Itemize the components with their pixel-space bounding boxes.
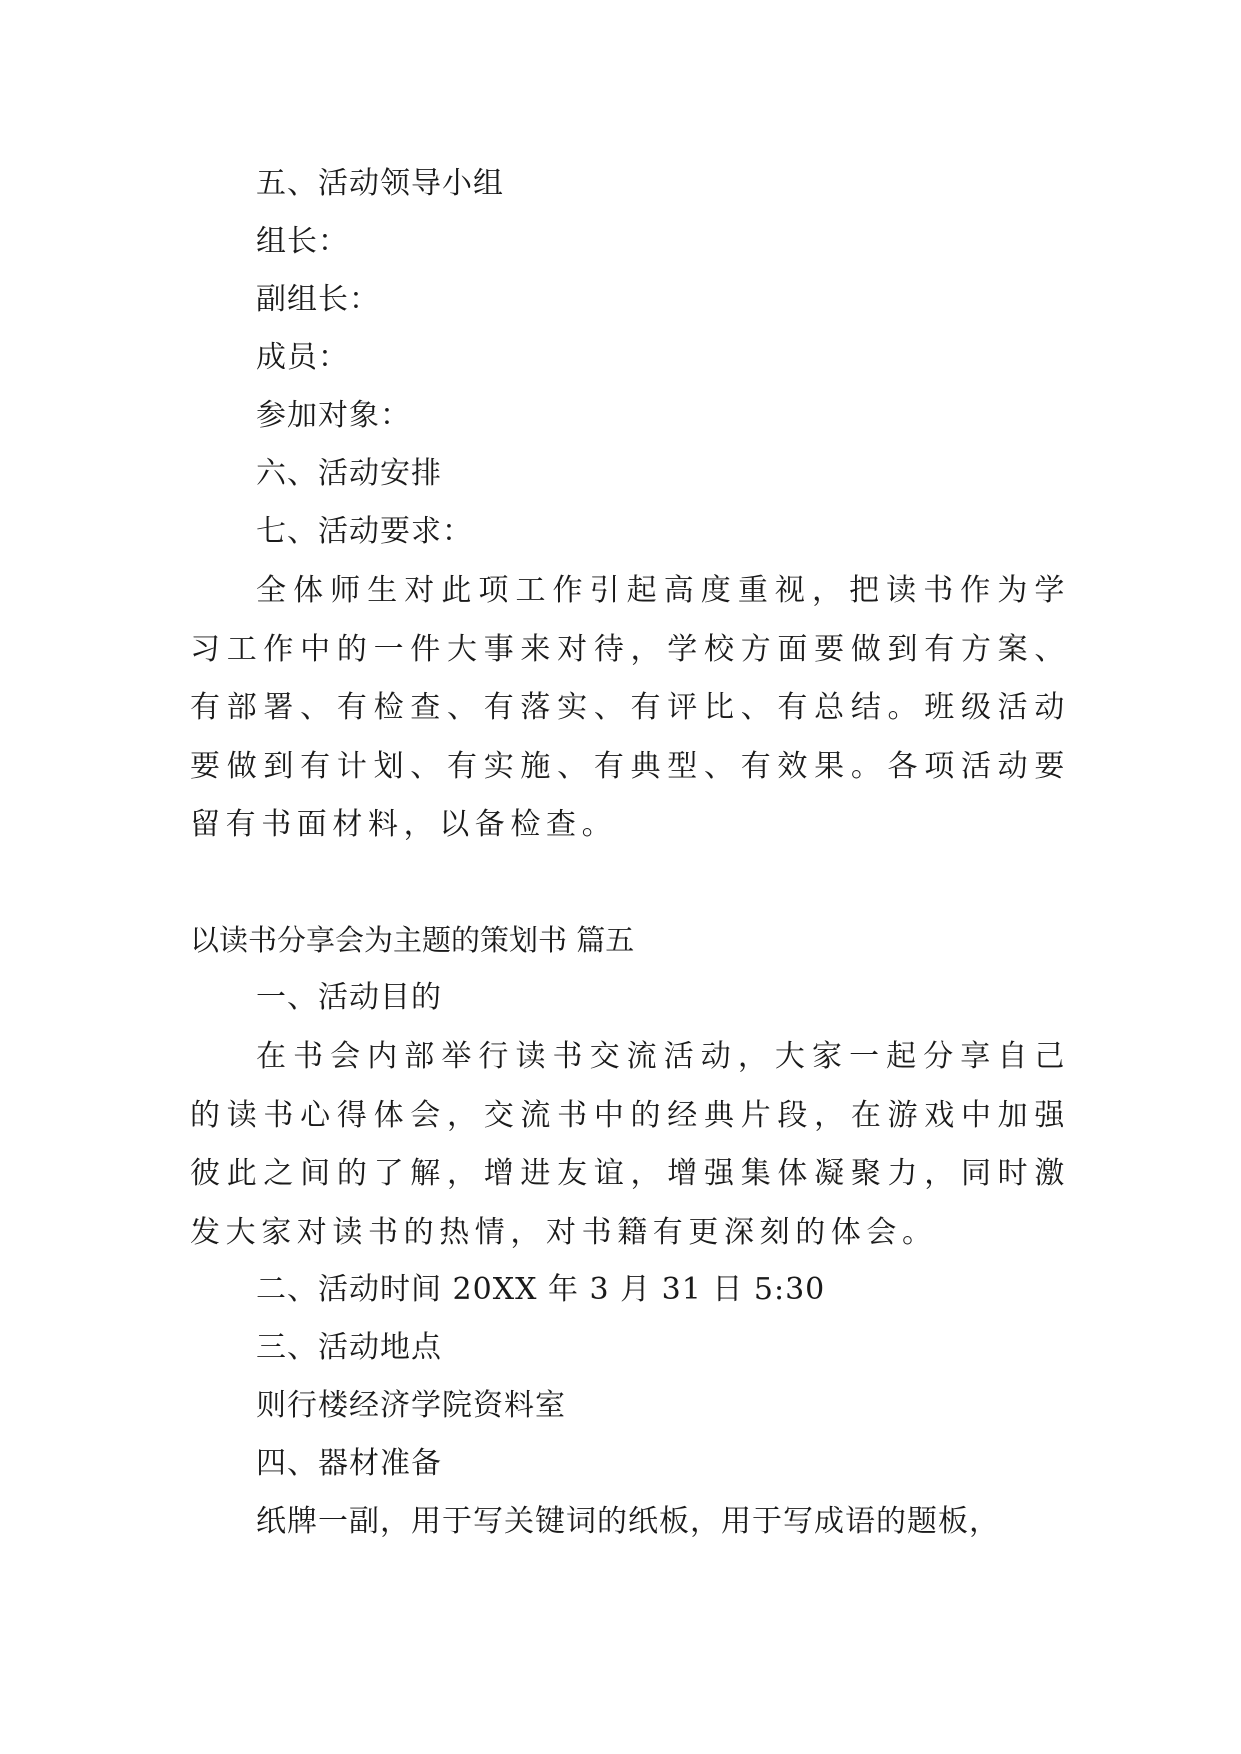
leader-label: 组长： xyxy=(256,224,349,259)
section-five-heading: 五、活动领导小组 xyxy=(256,166,504,201)
participants-label: 参加对象： xyxy=(256,398,411,433)
location-heading: 三、活动地点 xyxy=(256,1330,442,1365)
purpose-heading: 一、活动目的 xyxy=(256,980,442,1015)
time-line: 二、活动时间 20XX 年 3 月 31 日 5:30 xyxy=(256,1272,826,1307)
article-title: 以读书分享会为主题的策划书 篇五 xyxy=(190,923,635,957)
vice-leader-label: 副组长： xyxy=(256,282,380,317)
section-six-heading: 六、活动安排 xyxy=(256,456,442,491)
purpose-paragraph: 在书会内部举行读书交流活动，大家一起分享自己的读书心得体会，交流书中的经典片段，在游戏中加强彼此之间的了解，增进友谊，增强集体凝聚力，同时激发大家对读书的热情，对书籍有更深刻的体会。 xyxy=(190,1039,1070,1250)
equipment-text: 纸牌一副，用于写关键词的纸板，用于写成语的题板， xyxy=(256,1504,1000,1539)
members-label: 成员： xyxy=(256,340,349,375)
location-text: 则行楼经济学院资料室 xyxy=(256,1388,566,1423)
section-seven-heading: 七、活动要求： xyxy=(256,514,473,549)
equipment-heading: 四、器材准备 xyxy=(256,1446,442,1481)
requirements-paragraph: 全体师生对此项工作引起高度重视，把读书作为学习工作中的一件大事来对待，学校方面要做到有方案、有部署、有检查、有落实、有评比、有总结。班级活动要做到有计划、有实施、有典型、有效果。各项活动要留有书面材料，以备检查。 xyxy=(190,573,1070,842)
